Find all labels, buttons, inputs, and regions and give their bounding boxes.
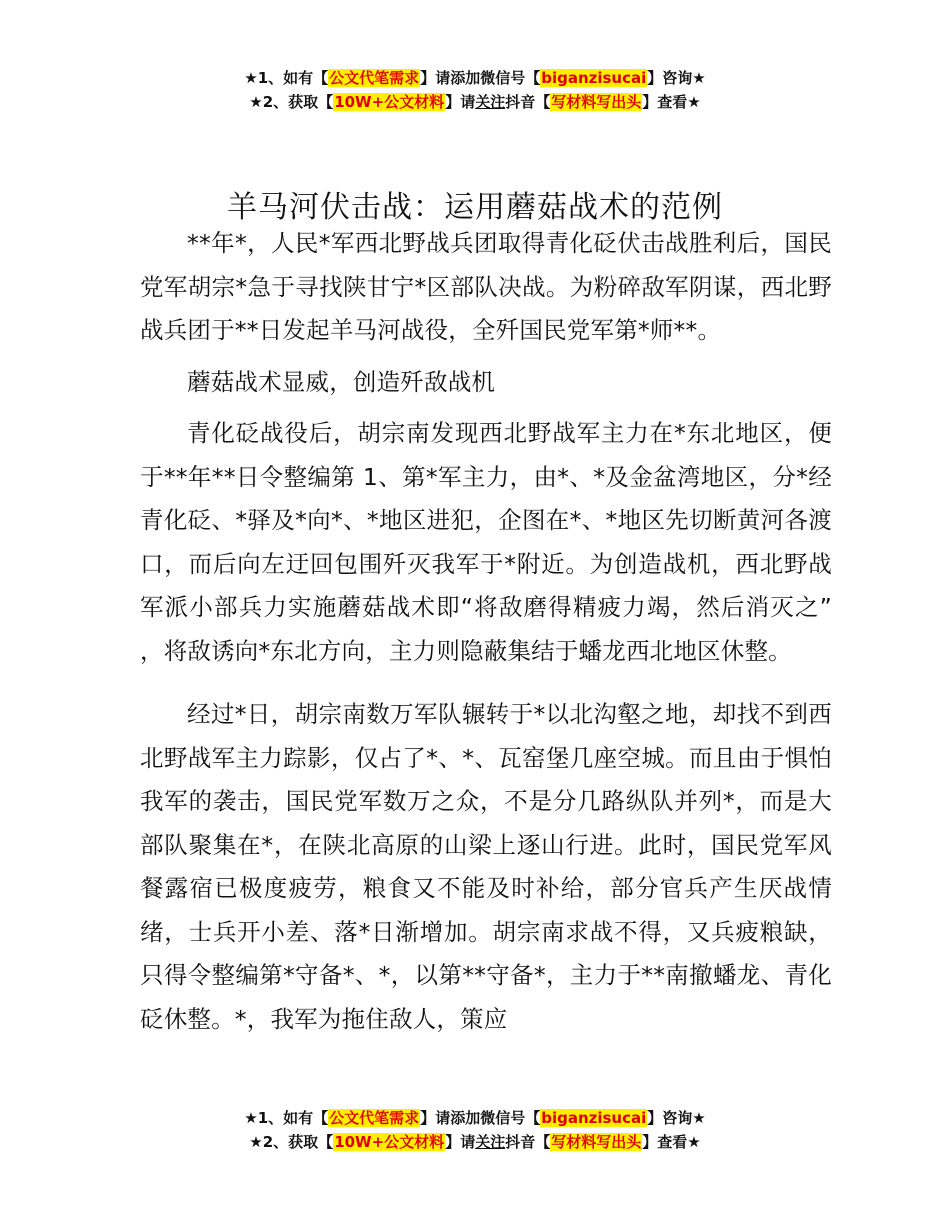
highlight-service: 公文代笔需求 bbox=[329, 1109, 420, 1127]
paragraph-body: 青化砭战役后，胡宗南发现西北野战军主力在*东北地区，便于**年**日令整编第 1、第*军主力，由*、*及金盆湾地区，分*经青化砭、*驿及*向*、*地区进犯，企图在*、*地区先切断黄河各渡口，而后向左迂回包围歼灭我军于*附近。为创造战机，西北野战军派小部兵力实施蘑菇战术即“将敌磨得精疲力竭，然后消灭之” ，将敌诱向*东北方向，主力则隐蔽集结于蟠龙西北地区休整。 bbox=[140, 419, 832, 665]
paragraph-intro: **年*，人民*军西北野战兵团取得青化砭伏击战胜利后，国民党军胡宗*急于寻找陕甘宁*区部队决战。为粉碎敌军阴谋，西北野战兵团于**日发起羊马河战役，全歼国民党军第*师**。 bbox=[140, 229, 832, 344]
document-body bbox=[140, 222, 832, 1041]
section-heading: 蘑菇战术显威，创造歼敌战机 bbox=[187, 367, 496, 396]
underline-follow: 关注 bbox=[475, 1133, 506, 1151]
highlight-wechat-id: biganzisucai bbox=[541, 69, 647, 87]
document-title: 羊马河伏击战：运用蘑菇战术的范例 bbox=[227, 190, 723, 226]
header-banner bbox=[0, 66, 950, 114]
banner-line-1: ★1、如有【公文代笔需求】请添加微信号【biganzisucai】咨询★ bbox=[244, 1109, 706, 1127]
footer-banner bbox=[0, 1106, 950, 1154]
banner-line-2: ★2、获取【10W+公文材料】请关注抖音【写材料写出头】查看★ bbox=[249, 93, 701, 111]
highlight-douyin-account: 写材料写出头 bbox=[551, 93, 642, 111]
paragraph-body: 经过*日，胡宗南数万军队辗转于*以北沟壑之地，却找不到西北野战军主力踪影，仅占了*、*、瓦窑堡几座空城。而且由于惧怕我军的袭击，国民党军数万之众，不是分几路纵队并列*，而是大部队聚集在*，在陕北高原的山梁上逐山行进。此时，国民党军风餐露宿已极度疲劳，粮食又不能及时补给，部分官兵产生厌战情绪，士兵开小差、落*日渐增加。胡宗南求战不得，又兵疲粮缺，只得令整编第*守备*、*，以第**守备*，主力于**南撤蟠龙、青化砭休整。*，我军为拖住敌人，策应 bbox=[140, 700, 832, 1033]
highlight-materials: 10W+公文材料 bbox=[334, 1133, 445, 1151]
banner-line-1: ★1、如有【公文代笔需求】请添加微信号【biganzisucai】咨询★ bbox=[244, 69, 706, 87]
highlight-materials: 10W+公文材料 bbox=[334, 93, 445, 111]
banner-line-2: ★2、获取【10W+公文材料】请关注抖音【写材料写出头】查看★ bbox=[249, 1133, 701, 1151]
highlight-wechat-id: biganzisucai bbox=[541, 1109, 647, 1127]
highlight-douyin-account: 写材料写出头 bbox=[551, 1133, 642, 1151]
underline-follow: 关注 bbox=[475, 93, 506, 111]
highlight-service: 公文代笔需求 bbox=[329, 69, 420, 87]
